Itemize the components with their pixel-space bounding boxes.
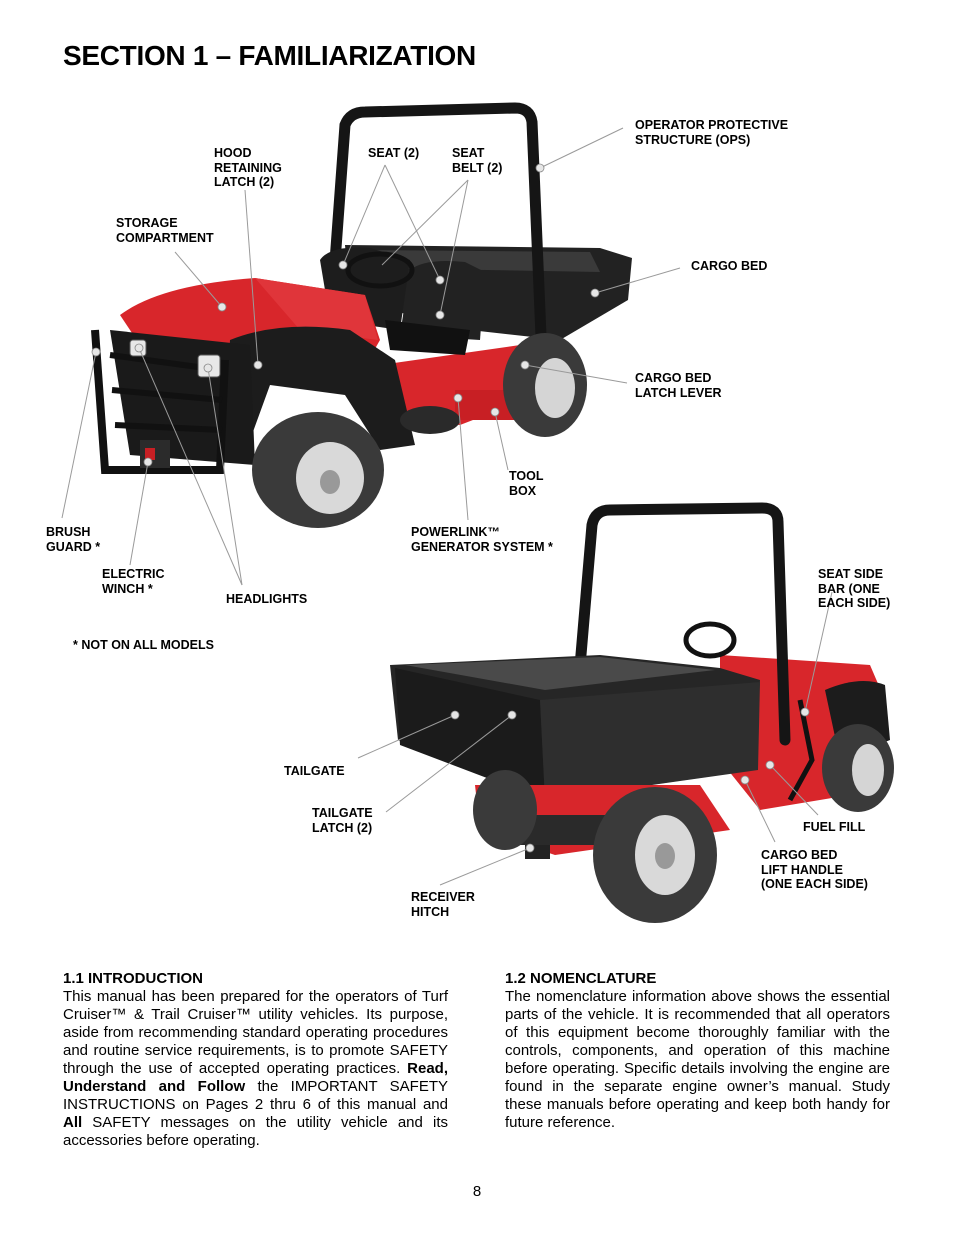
front-view-vehicle: [95, 108, 632, 528]
note-not-on-all-models: * NOT ON ALL MODELS: [73, 638, 214, 652]
callout-brush-guard: BRUSH GUARD *: [46, 525, 101, 554]
callout-hood-latch: HOOD RETAINING LATCH (2): [214, 146, 282, 189]
introduction-body: This manual has been prepared for the operators of Turf Cruiser™ & Trail Cruiser™ utility vehicles. Its purpose, aside from recommending standard operating procedures and routine service requirements, is to promote SAFETY through the use of accepted operating practices. Read, Understand and Follow the IMPORTANT SAFETY INSTRUCTIONS on Pages 2 thru 6 of this manual and All SAFETY messages on the utility vehicle and its accessories before operating.: [63, 988, 448, 1149]
callout-powerlink: POWERLINK™ GENERATOR SYSTEM *: [411, 525, 553, 554]
callout-tool-box: TOOL BOX: [509, 469, 544, 498]
nomenclature-section: [505, 970, 890, 1132]
introduction-heading: 1.1 INTRODUCTION: [63, 970, 204, 987]
nomenclature-heading: 1.2 NOMENCLATURE: [505, 970, 657, 987]
callout-seat-belt: SEAT BELT (2): [452, 146, 503, 175]
callout-seat: SEAT (2): [368, 146, 420, 160]
callout-electric-winch: ELECTRIC WINCH *: [102, 567, 165, 596]
callout-receiver-hitch: RECEIVER HITCH: [411, 890, 475, 919]
callout-tailgate: TAILGATE: [284, 764, 345, 778]
page-number: 8: [472, 1183, 482, 1200]
callout-seat-side-bar: SEAT SIDE BAR (ONE EACH SIDE): [818, 567, 891, 610]
callout-fuel-fill: FUEL FILL: [803, 820, 866, 834]
callout-cargo-lift-handle: CARGO BED LIFT HANDLE (ONE EACH SIDE): [761, 848, 868, 891]
callout-cargo-bed: CARGO BED: [691, 259, 768, 273]
introduction-section: [63, 970, 448, 1150]
callout-cargo-bed-latch: CARGO BED LATCH LEVER: [635, 371, 722, 400]
callout-ops: OPERATOR PROTECTIVE STRUCTURE (OPS): [635, 118, 789, 147]
page-title: SECTION 1 – FAMILIARIZATION: [63, 40, 476, 71]
callout-headlights: HEADLIGHTS: [226, 592, 308, 606]
nomenclature-body: The nomenclature information above shows the essential parts of the vehicle. It is recommended that all operators of this equipment become thoroughly familiar with the controls, components, and operation of this machine before operating. Specific details involving the engine are found in the separate engine owner’s manual. Study these manuals before operating and keep both handy for future reference.: [505, 988, 890, 1131]
callout-tailgate-latch: TAILGATE LATCH (2): [312, 806, 373, 835]
callout-storage: STORAGE COMPARTMENT: [116, 216, 214, 245]
